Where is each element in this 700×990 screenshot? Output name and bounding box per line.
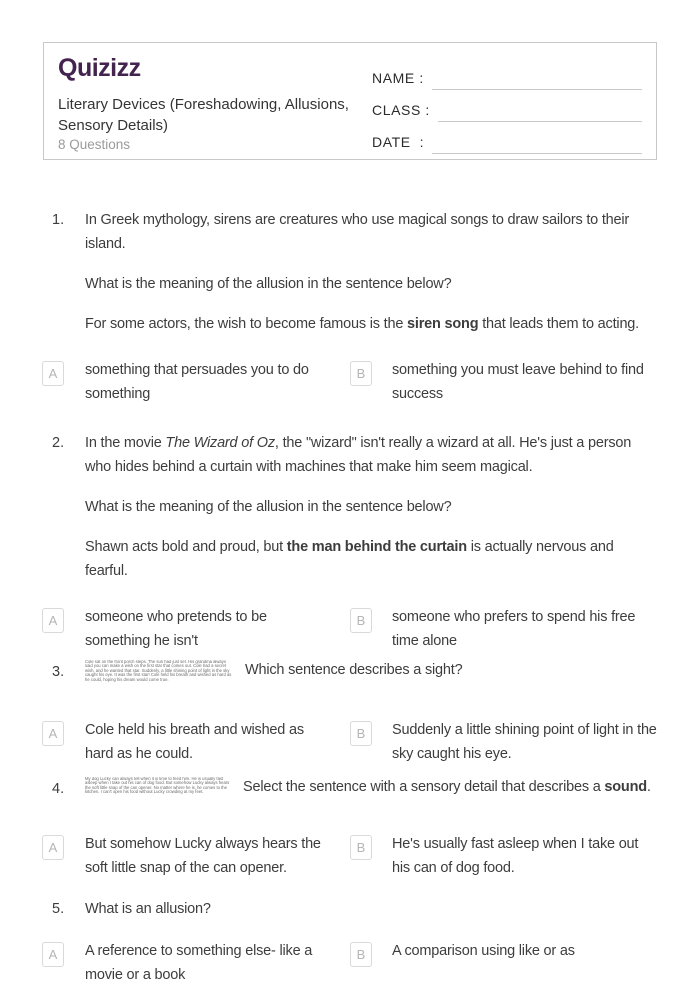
question-3-row <box>85 660 658 698</box>
question-paragraph: In Greek mythology, sirens are creatures who use magical songs to draw sailors to their island. <box>85 212 630 252</box>
question-3-option-b <box>350 718 658 766</box>
option-a-box: A <box>42 361 64 386</box>
quizizz-logo: Quizizz <box>58 54 141 82</box>
option-a-text: something that persuades you to do something <box>85 362 309 402</box>
option-b-text: He's usually fast asleep when I take out his can of dog food. <box>392 836 639 876</box>
option-a-text: But somehow Lucky always hears the soft little snap of the can opener. <box>85 836 321 876</box>
question-2-option-b <box>350 605 658 653</box>
question-paragraph: In the movie The Wizard of Oz, the "wizard" isn't really a wizard at all. He's just a person who hides behind a curtain with machines that make him seem magical. <box>85 435 632 475</box>
question-5-option-b <box>350 939 658 987</box>
header-left <box>58 54 358 152</box>
question-count: 8 Questions <box>58 137 131 152</box>
question-2-option-a <box>42 605 350 653</box>
question-paragraph: Select the sentence with a sensory detail that describes a sound. <box>243 779 651 795</box>
option-a-text: Cole held his breath and wished as hard as he could. <box>85 722 304 762</box>
question-3-number: 3. <box>52 664 65 680</box>
question-1-number: 1. <box>52 212 65 228</box>
passage-thumbnail-text: Cole sat on the front porch steps. The sun had just set. His grandma always said you can make a wish on the first star that comes out. Cole had a secret wish, and he wanted that star. Suddenly, a little shining point of light in the sky caught his eye. It was the first star! Cole held his breath and wished as hard as he could, hoping his dream would come true. <box>85 660 232 682</box>
name-field-row <box>372 60 642 90</box>
option-b-box: B <box>350 835 372 860</box>
date-blank-line <box>432 134 642 154</box>
question-5-options <box>42 939 658 987</box>
question-4-text <box>85 777 658 810</box>
question-1-option-b <box>350 358 658 406</box>
question-1-option-a <box>42 358 350 406</box>
worksheet-header <box>43 42 657 160</box>
class-field-row <box>372 92 642 122</box>
option-b-box: B <box>350 721 372 746</box>
option-b-text: A comparison using like or as <box>392 943 575 959</box>
option-b-box: B <box>350 942 372 967</box>
question-3-option-a <box>42 718 350 766</box>
option-b-text: someone who prefers to spend his free time alone <box>392 609 636 649</box>
question-4-row <box>85 777 658 810</box>
question-2-number: 2. <box>52 435 65 451</box>
question-paragraph: For some actors, the wish to become famous is the siren song that leads them to acting. <box>85 316 640 332</box>
question-4 <box>42 777 658 810</box>
class-label: CLASS : <box>372 102 430 118</box>
class-blank-line <box>438 102 642 122</box>
passage-thumbnail-text: My dog Lucky can always tell when it is time to feed him. He is usually fast asleep when I take out his can of dog food. But somehow Lucky always hears the soft little snap of the can opener. No matter where he is, he comes to the kitchen. I can't open his food without Lucky crowding at my feet. <box>85 777 230 795</box>
question-1-text <box>85 208 658 336</box>
option-a-box: A <box>42 608 64 633</box>
question-4-number: 4. <box>52 781 65 797</box>
question-4-option-a <box>42 832 350 880</box>
question-1-options <box>42 358 658 406</box>
option-a-box: A <box>42 835 64 860</box>
option-b-text: Suddenly a little shining point of light in the sky caught his eye. <box>392 722 657 762</box>
question-paragraph: What is the meaning of the allusion in the sentence below? <box>85 276 452 292</box>
option-a-box: A <box>42 721 64 746</box>
questions-area <box>0 208 700 987</box>
question-5 <box>42 897 658 921</box>
question-5-number: 5. <box>52 901 65 917</box>
option-a-box: A <box>42 942 64 967</box>
header-fields <box>358 54 642 149</box>
option-b-box: B <box>350 361 372 386</box>
question-3-options <box>42 718 658 766</box>
question-paragraph: Which sentence describes a sight? <box>245 662 463 678</box>
passage-thumbnail <box>85 777 230 810</box>
question-3 <box>42 660 658 698</box>
question-2 <box>42 431 658 583</box>
question-1 <box>42 208 658 336</box>
date-field-row <box>372 124 642 154</box>
option-b-box: B <box>350 608 372 633</box>
question-2-options <box>42 605 658 653</box>
question-paragraph: Shawn acts bold and proud, but the man behind the curtain is actually nervous and fearful. <box>85 539 614 579</box>
question-3-text <box>85 660 658 698</box>
question-paragraph: What is an allusion? <box>85 901 211 917</box>
question-5-option-a <box>42 939 350 987</box>
question-2-text <box>85 431 658 583</box>
name-blank-line <box>432 70 642 90</box>
option-b-text: something you must leave behind to find success <box>392 362 644 402</box>
option-a-text: someone who pretends to be something he isn't <box>85 609 267 649</box>
question-4-option-b <box>350 832 658 880</box>
worksheet-title: Literary Devices (Foreshadowing, Allusions, Sensory Details) <box>58 96 349 134</box>
question-4-options <box>42 832 658 880</box>
question-paragraph: What is the meaning of the allusion in the sentence below? <box>85 499 452 515</box>
question-5-text <box>85 897 658 921</box>
option-a-text: A reference to something else- like a movie or a book <box>85 943 313 983</box>
date-label: DATE : <box>372 134 425 150</box>
name-label: NAME : <box>372 70 424 86</box>
passage-thumbnail <box>85 660 232 698</box>
